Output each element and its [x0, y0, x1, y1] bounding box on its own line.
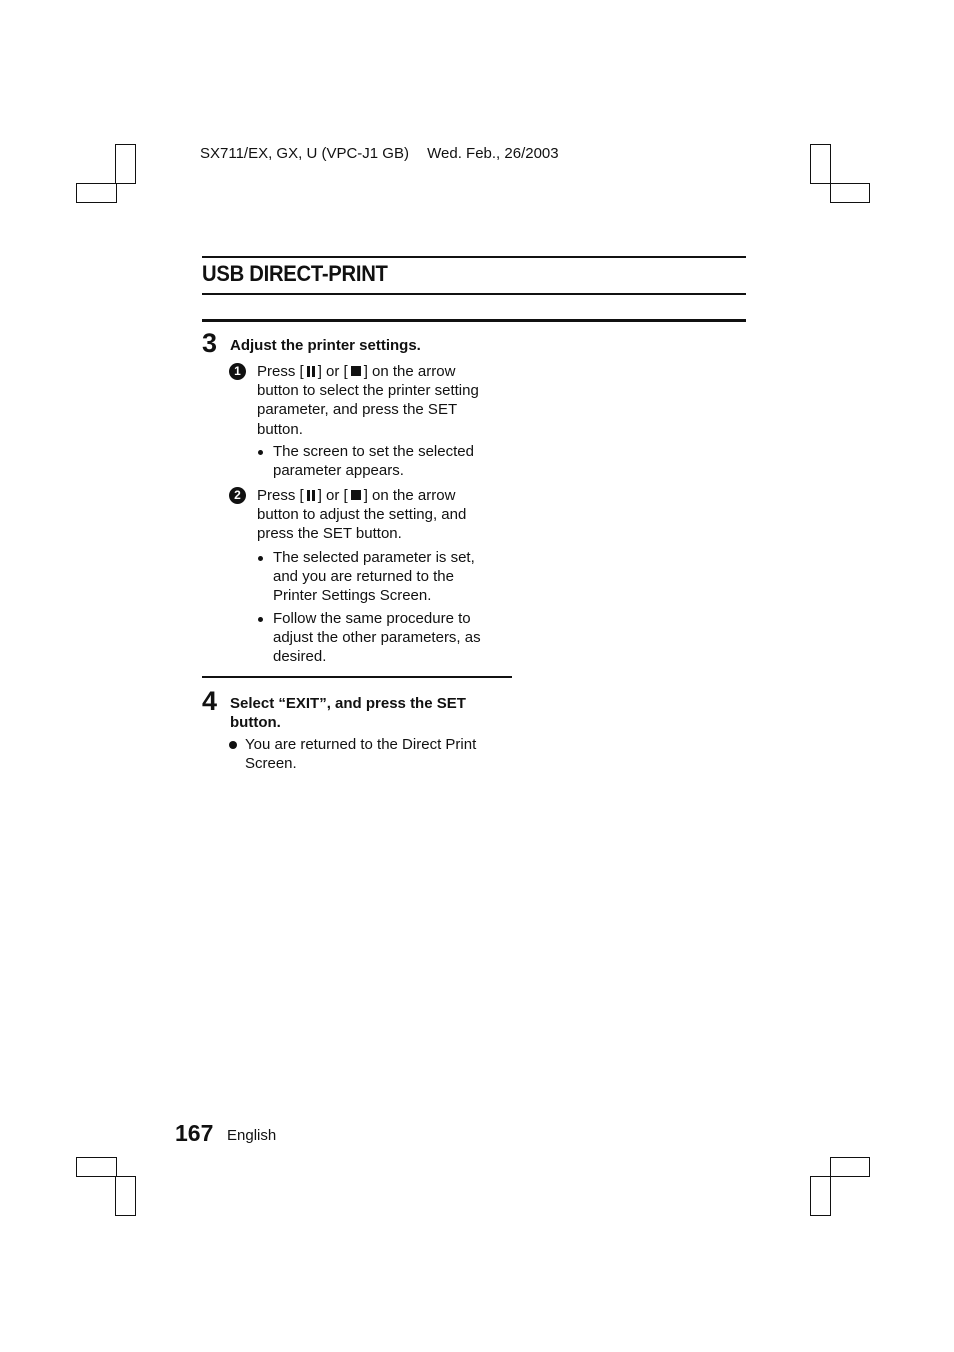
header-model: SX711/EX, GX, U (VPC-J1 GB)	[200, 145, 409, 162]
step-heading	[230, 694, 466, 732]
print-header	[200, 145, 573, 162]
substep-marker-icon: 1	[229, 363, 246, 380]
step-number: 4	[202, 686, 218, 716]
page-language: English	[227, 1127, 277, 1144]
crop-mark	[830, 1157, 870, 1177]
text-line: Screen.	[245, 755, 297, 773]
step-number: 3	[202, 328, 218, 358]
bullet-icon	[258, 556, 263, 561]
text-line: desired.	[273, 648, 327, 666]
bullet-text	[245, 735, 476, 773]
page-number: 167	[175, 1120, 214, 1146]
substep-marker-icon: 2	[229, 487, 246, 504]
crop-mark	[810, 144, 831, 184]
substep-first-line: Press [ ] or [ ] on the arrow	[257, 363, 456, 380]
substep-first-line: Press [ ] or [ ] on the arrow	[257, 487, 456, 504]
text-line: button to select the printer setting	[257, 382, 479, 400]
text-line: button to adjust the setting, and	[257, 506, 467, 524]
title-rule-top	[202, 256, 746, 258]
crop-mark	[76, 183, 117, 203]
text-line: adjust the other parameters, as	[273, 629, 481, 647]
text-line: Select “EXIT”, and press the SET	[230, 695, 466, 712]
crop-mark	[810, 1176, 831, 1216]
stop-icon	[351, 490, 361, 500]
bullet-text	[273, 442, 474, 480]
substep-text	[257, 362, 517, 439]
text-line: You are returned to the Direct Print	[245, 736, 477, 753]
title-rule-bottom	[202, 293, 746, 295]
text-line: parameter appears.	[273, 462, 404, 480]
text-line: Follow the same procedure to	[273, 610, 471, 627]
bullet-icon	[258, 617, 263, 622]
text-line: button.	[230, 714, 281, 731]
text-line: The selected parameter is set,	[273, 549, 475, 566]
crop-mark	[76, 1157, 117, 1177]
bullet-text	[273, 609, 481, 667]
crop-mark	[115, 144, 136, 184]
content-rule	[202, 319, 746, 322]
stop-icon	[351, 366, 361, 376]
text-line: The screen to set the selected	[273, 443, 474, 460]
section-title: USB DIRECT-PRINT	[202, 261, 388, 286]
text-line: Printer Settings Screen.	[273, 587, 432, 605]
text-line: parameter, and press the SET	[257, 401, 458, 419]
bullet-text	[273, 548, 475, 606]
pause-icon	[306, 490, 316, 501]
crop-mark	[115, 1176, 136, 1216]
text-line: press the SET button.	[257, 525, 402, 543]
step-heading: Adjust the printer settings.	[230, 337, 421, 354]
text-line: and you are returned to the	[273, 568, 454, 586]
step-divider	[202, 676, 512, 678]
header-date: Wed. Feb., 26/2003	[427, 145, 559, 162]
crop-mark	[830, 183, 870, 203]
bullet-icon	[258, 450, 263, 455]
text-line: button.	[257, 420, 303, 438]
bullet-icon	[229, 741, 237, 749]
substep-text	[257, 486, 517, 544]
pause-icon	[306, 366, 316, 377]
